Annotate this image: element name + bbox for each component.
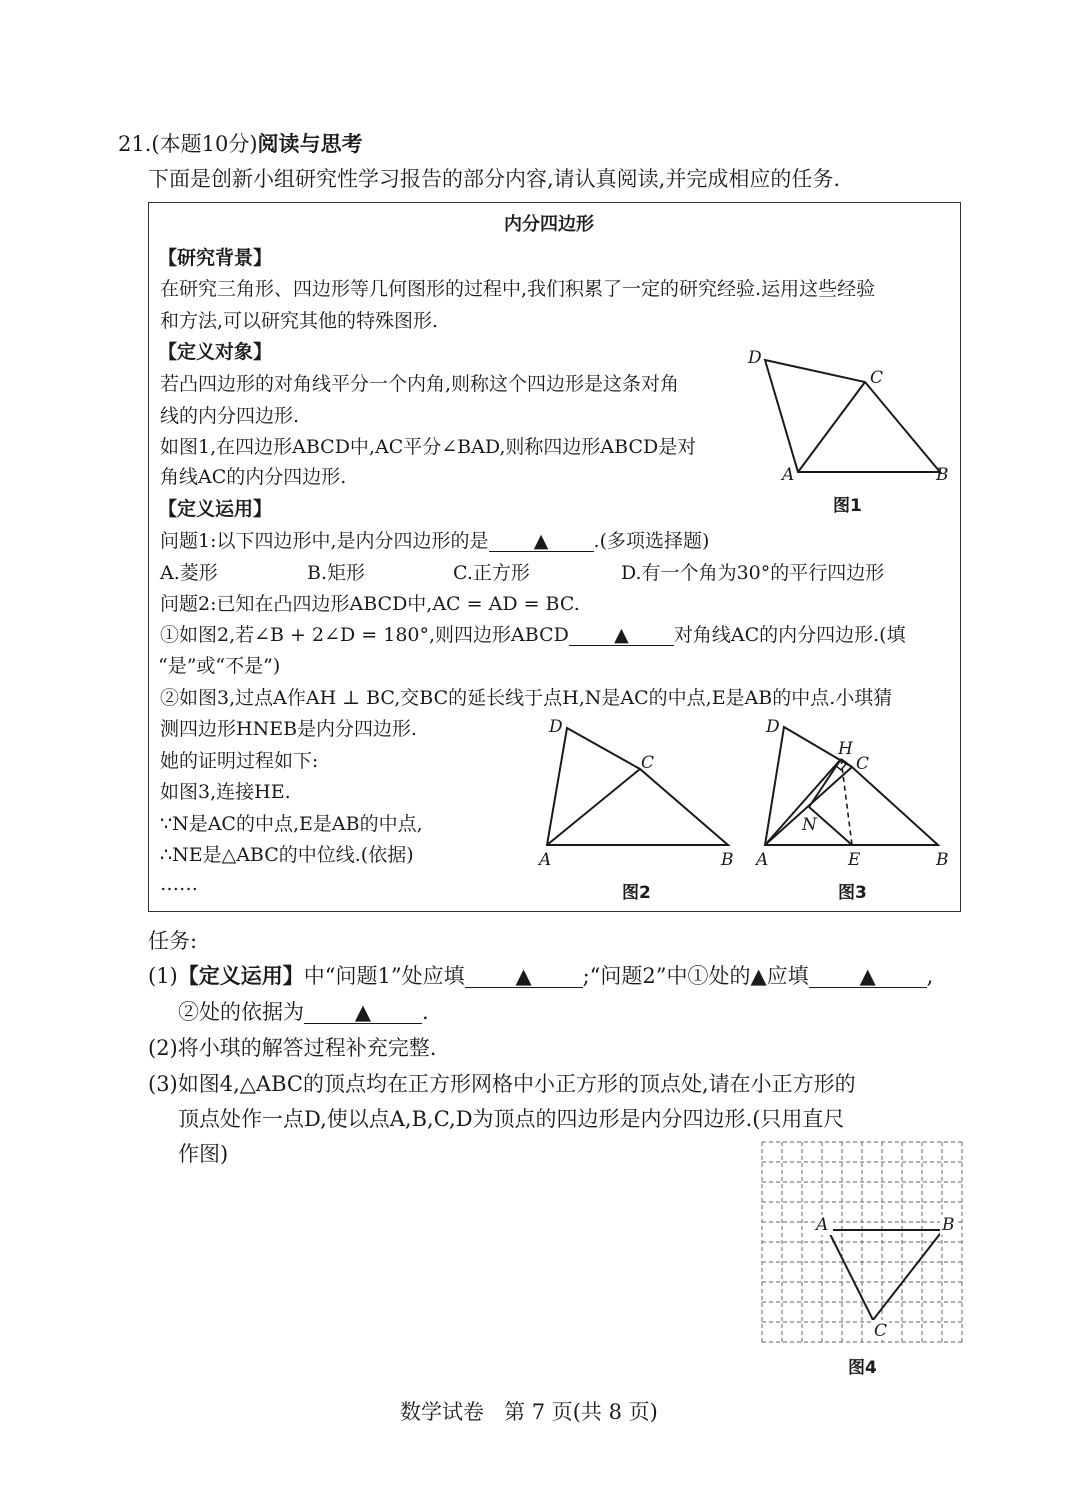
q2a-answer-blank[interactable]: ▲ [569,626,674,646]
option-c: C.正方形 [453,562,530,584]
use-heading: 【定义运用】 [158,498,273,520]
fig3-label-a: A [756,850,769,870]
fig2-label-c: C [641,753,655,773]
figure-4-caption: 图4 [848,1358,877,1378]
proof-line-5: …… [160,873,198,895]
fig2-quadrilateral [547,728,728,845]
fig3-label-b: B [936,850,949,870]
proof-line-2: 如图3,连接HE. [160,781,291,803]
fig1-label-b: B [936,465,949,485]
fig2-label-b: B [721,850,734,870]
q1-suffix: .(多项选择题) [593,530,710,552]
background-line-2: 和方法,可以研究其他的特殊图形. [160,310,439,332]
task-3-line-2: 顶点处作一点D,使以点A,B,C,D为顶点的四边形是内分四边形.(只用直尺 [178,1107,845,1131]
question-intro: 下面是创新小组研究性学习报告的部分内容,请认真阅读,并完成相应的任务. [148,167,841,191]
question-2: 问题2:已知在凸四边形ABCD中,AC = AD = BC. [160,593,580,615]
fig1-label-c: C [870,368,884,388]
fig2-label-a: A [539,850,552,870]
task-1-line-2: ②处的依据为 ▲ . [178,1000,429,1024]
task-3-line-3: 作图) [178,1142,229,1166]
question-1 [160,529,709,553]
q1-prefix: 问题1:以下四边形中,是内分四边形的是 [160,530,489,552]
task-1-line-1: (1)【定义运用】中“问题1”处应填 ▲ ;“问题2”中①处的▲应填 ▲ , [148,964,934,988]
fig1-quadrilateral [765,360,940,472]
figure-3 [755,715,960,875]
figure-1 [740,345,955,485]
figure-1-caption: 图1 [833,496,862,516]
q2a-prefix: ①如图2,若∠B + 2∠D = 180°,则四边形ABCD [160,624,569,646]
definition-line-2: 线的内分四边形. [160,405,300,427]
fig3-label-n: N [802,815,817,835]
background-heading: 【研究背景】 [158,247,273,269]
fig3-label-c: C [856,754,870,774]
question-2b-line-2: 测四边形HNEB是内分四边形. [160,718,418,740]
fig4-label-b: B [942,1215,955,1235]
fig2-label-d: D [549,717,563,737]
definition-line-4: 角线AC的内分四边形. [160,466,347,488]
page-footer: 数学试卷 第 7 页(共 8 页) [400,1400,658,1424]
figure-2 [535,715,745,875]
fig4-triangle [828,1230,943,1320]
definition-line-3: 如图1,在四边形ABCD中,AC平分∠BAD,则称四边形ABCD是对 [160,436,697,458]
option-d: D.有一个角为30°的平行四边形 [621,562,885,584]
question-2b-line-1: ②如图3,过点A作AH ⊥ BC,交BC的延长线于点H,N是AC的中点,E是AB的中点.小琪猜 [160,687,893,709]
task-2: (2)将小琪的解答过程补充完整. [148,1036,437,1060]
fig1-diagonal-ac [798,382,865,472]
fig3-label-d: D [766,717,780,737]
report-title: 内分四边形 [504,214,594,235]
background-line-1: 在研究三角形、四边形等几何图形的过程中,我们积累了一定的研究经验.运用这些经验 [160,278,876,300]
definition-heading: 【定义对象】 [158,341,273,363]
q2a-suffix: 对角线AC的内分四边形.(填 [673,624,906,646]
definition-line-1: 若凸四边形的对角线平分一个内角,则称这个四边形是这条对角 [160,373,680,395]
task-1-blank-3[interactable]: ▲ [304,1002,422,1024]
question-section: 阅读与思考 [257,132,363,156]
fig3-label-e: E [848,850,861,870]
figure-2-caption: 图2 [622,883,651,903]
q1-answer-blank[interactable]: ▲ [489,532,594,552]
question-score: (本题10分) [151,132,258,156]
proof-line-1: 她的证明过程如下: [160,750,319,772]
question-2a-line-2: “是”或“不是”) [158,655,281,677]
figure-3-caption: 图3 [838,883,867,903]
fig4-label-a: A [816,1215,829,1235]
option-a: A.菱形 [160,562,218,584]
fig4-label-c: C [874,1321,888,1341]
fig1-label-a: A [782,465,795,485]
fig2-diagonal-ac [547,769,640,845]
fig4-grid [762,1142,962,1342]
proof-line-4: ∴NE是△ABC的中位线.(依据) [160,844,414,866]
tasks-heading: 任务: [148,929,198,953]
fig1-label-d: D [748,348,762,368]
proof-line-3: ∵N是AC的中点,E是AB的中点, [160,813,423,835]
fig3-label-h: H [838,739,853,759]
fig3-line-hc [841,759,852,767]
task-1-section-ref: 【定义运用】 [177,964,304,988]
question-header [118,130,363,158]
task-1-blank-1[interactable]: ▲ [465,966,583,988]
question-2a [160,623,906,647]
figure-4 [755,1135,970,1350]
task-3-line-1: (3)如图4,△ABC的顶点均在正方形网格中小正方形的顶点处,请在小正方形的 [148,1072,856,1096]
option-b: B.矩形 [307,562,366,584]
question-number: 21. [118,132,152,156]
task-1-blank-2[interactable]: ▲ [809,966,927,988]
